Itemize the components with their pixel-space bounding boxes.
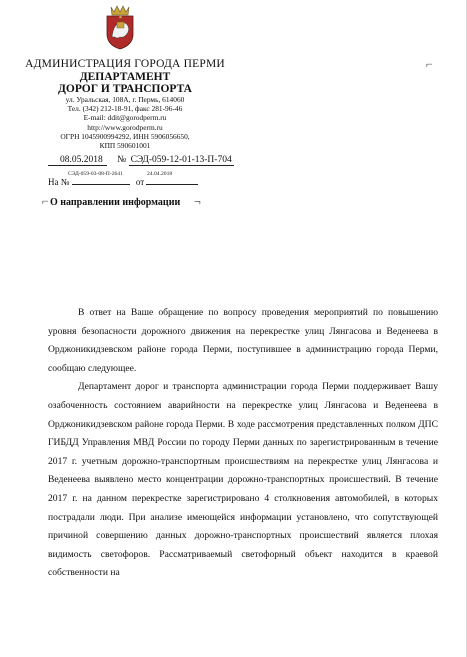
dept-line-1: ДЕПАРТАМЕНТ xyxy=(79,71,171,83)
corner-mark-right: ⌐ xyxy=(426,57,433,71)
incoming-registration xyxy=(48,177,198,187)
number-sign: № xyxy=(117,155,127,165)
ogrn-inn: ОГРН 1045900994292, ИНН 5906056650, xyxy=(60,131,190,141)
website: http://www.gorodperm.ru xyxy=(87,122,163,132)
outgoing-registration xyxy=(48,155,234,166)
kpp: КПП 590601001 xyxy=(99,141,151,151)
org-name: АДМИНИСТРАЦИЯ ГОРОДА ПЕРМИ xyxy=(25,58,225,70)
perm-coat-of-arms-icon xyxy=(103,4,137,50)
letter-body xyxy=(48,304,438,583)
phone: Тел. (342) 212-18-91, факс 281-96-46 xyxy=(67,104,183,114)
outgoing-number: СЭД-059-12-01-13-П-704 xyxy=(130,155,232,165)
subject-bracket-right: ¬ xyxy=(194,194,201,208)
address: ул. Уральская, 108А, г. Пермь, 614060 xyxy=(65,95,185,104)
ot-label: от xyxy=(135,177,145,187)
contact-block xyxy=(0,95,250,150)
na-label: На № xyxy=(48,177,70,187)
incoming-date-small: 24.04.2018 xyxy=(147,171,173,177)
incoming-number-blank xyxy=(72,184,130,185)
incoming-number-small: СЭД-059-03-08-П-2641 xyxy=(68,171,123,177)
dept-line-2: ДОРОГ И ТРАНСПОРТА xyxy=(57,83,192,95)
outgoing-date: 08.05.2018 xyxy=(48,155,107,166)
subject-line: О направлении информации xyxy=(50,197,181,208)
subject-bracket-left: ⌐ xyxy=(42,194,49,208)
incoming-date-blank xyxy=(146,184,198,185)
paragraph-1: В ответ на Ваше обращение по вопросу проведения мероприятий по повышению уровня безопасности дорожного движения на перекрестке улиц Лянгасова и Веденеева в Орджоникидзевском районе города Перми, поступившее в администрацию города Перми, сообщаю следующее. xyxy=(48,307,438,374)
email: E-mail: ddit@gorodperm.ru xyxy=(83,113,167,123)
paragraph-2: Департамент дорог и транспорта администрации города Перми поддерживает Вашу озабоченность состоянием аварийности на перекрестке улиц Лянгасова и Веденеева в Орджоникидзевском районе города Перми. В ходе рассмотрения представленных полком ДПС ГИБДД Управления МВД России по городу Перми данных по зарегистрированным в течение 2017 г. учетным дорожно-транспортным происшествиям на перекрестке улиц Лянгасова и Веденеева выявлено место концентрации дорожно-транспортных происшествий. В течение 2017 г. на данном перекрестке зарегистрировано 4 столкновения автомобилей, в которых пострадали люди. При анализе имеющейся информации установлено, что сопутствующей причиной совершению данных дорожно-транспортных происшествий является плохая видимость светофоров. Рассматриваемый светофорный объект находится в краевой собственности на xyxy=(48,381,438,579)
department-name xyxy=(0,71,250,95)
